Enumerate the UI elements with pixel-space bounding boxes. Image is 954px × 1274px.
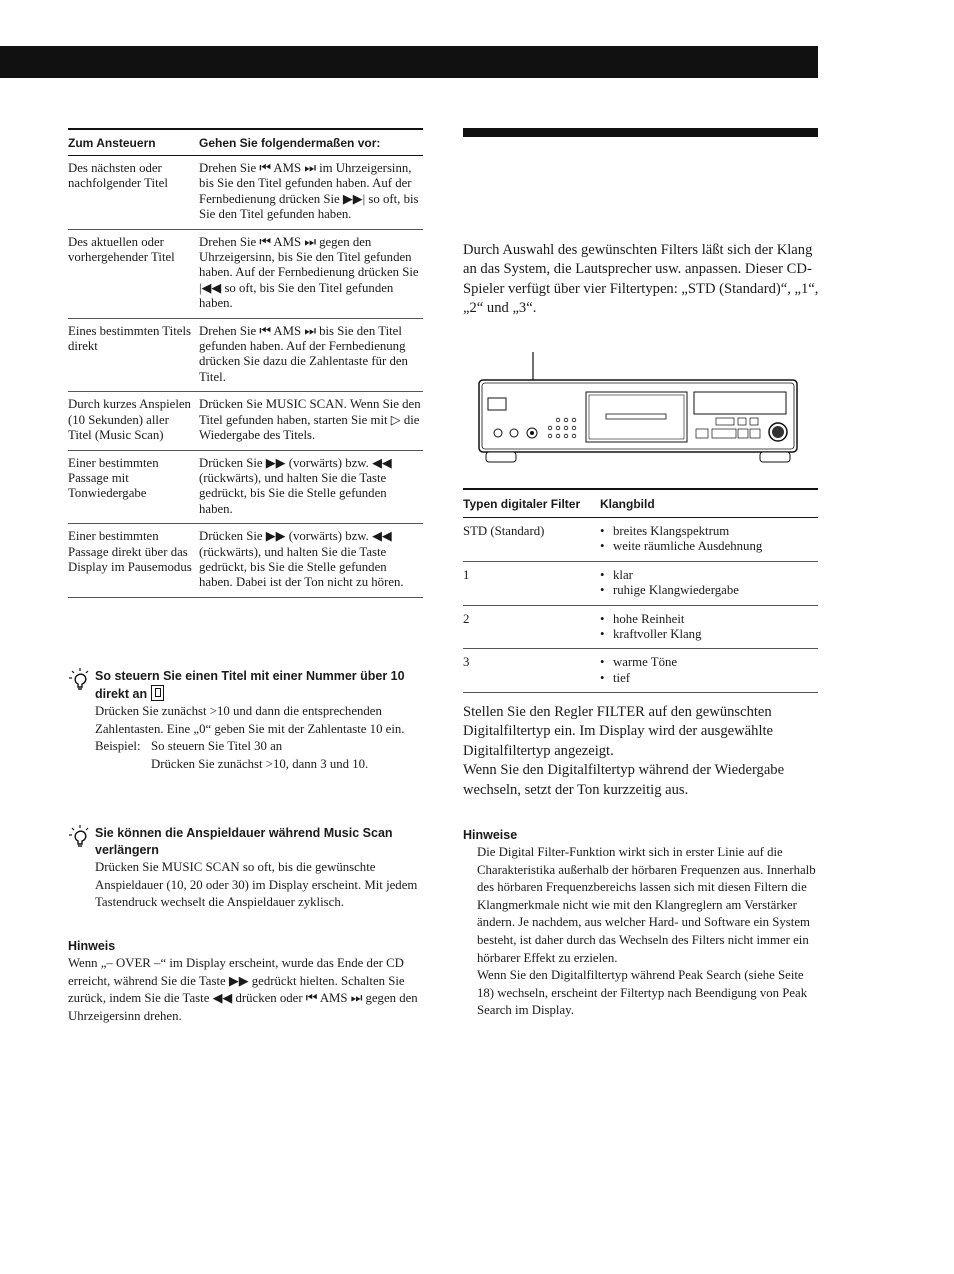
intro-paragraph: Durch Auswahl des gewünschten Filters läßt sich der Klang an das System, die Lautsprecher usw. anpassen. Dieser CD-Spieler verfügt über vier Filtertypen: „STD (Standard)“, „1“, „2“ und „3“.	[463, 242, 819, 317]
header-filter-type: Typen digitaler Filter	[463, 497, 581, 511]
table-row	[463, 518, 818, 562]
sound-bullet: • breites Klangspektrum	[600, 524, 818, 539]
table-row	[68, 524, 423, 598]
table-header	[68, 130, 423, 156]
header-bar	[0, 46, 818, 78]
table-header	[463, 488, 818, 518]
table-row	[463, 562, 818, 606]
table-row	[68, 230, 423, 319]
cd-player-illustration	[476, 352, 802, 472]
notes-paragraph: Wenn Sie den Digitalfiltertyp während Peak Search (siehe Seite 18) wechseln, erscheint der Filtertyp nach Beendigung von Peak Search im Display.	[477, 968, 808, 1018]
note-body: Wenn „– OVER –“ im Display erscheint, wurde das Ende der CD erreicht, während Sie die Taste ▶▶ gedrückt hielten. Schalten Sie zurück, indem Sie die Taste ◀◀ drücken oder ⏮ AMS ⏭ gegen den Uhrzeigersinn drehen.	[68, 956, 418, 1023]
header-target: Zum Ansteuern	[68, 136, 156, 150]
row-action: Drehen Sie ⏮ AMS ⏭ bis Sie den Titel gefunden haben. Auf der Fernbedienung drücken Sie dazu die Zahlentaste für den Titel.	[199, 323, 408, 384]
row-action: Drücken Sie ▶▶ (vorwärts) bzw. ◀◀ (rückwärts), und halten Sie die Taste gedrückt, bis Sie die Stelle gefunden haben.	[199, 455, 392, 516]
header-action: Gehen Sie folgendermaßen vor:	[199, 136, 381, 150]
tip-scan-duration	[68, 825, 423, 912]
digital-filter-table	[463, 488, 818, 693]
remote-control-icon	[151, 685, 164, 701]
table-row	[463, 649, 818, 693]
row-target: Eines bestimmten Titels direkt	[68, 323, 192, 354]
tip-title: So steuern Sie einen Titel mit einer Nummer über 10 direkt an	[95, 669, 405, 701]
note-title: Hinweis	[68, 939, 116, 953]
filter-type: STD (Standard)	[463, 524, 545, 538]
sound-bullet: • kraftvoller Klang	[600, 627, 818, 642]
tip-example	[95, 738, 423, 756]
note-left	[68, 938, 423, 1025]
section-rule	[463, 128, 818, 137]
row-target: Einer bestimmten Passage mit Tonwiedergabe	[68, 455, 159, 501]
row-action: Drücken Sie ▶▶ (vorwärts) bzw. ◀◀ (rückwärts), und halten Sie die Taste gedrückt, bis Sie die Stelle gefunden haben. Dabei ist der Ton nicht zu hören.	[199, 529, 404, 590]
tip-direct-track	[68, 668, 423, 773]
notes-right	[463, 827, 823, 1020]
filter-type: 3	[463, 655, 470, 670]
example-line1: So steuern Sie Titel 30 an	[151, 739, 283, 754]
table-row	[68, 156, 423, 230]
sound-bullet: • warme Töne	[600, 655, 818, 670]
row-action: Drehen Sie ⏮ AMS ⏭ im Uhrzeigersinn, bis Sie den Titel gefunden haben. Auf der Fernbedienung drücken Sie ▶▶| so oft, bis Sie den Titel gefunden haben.	[199, 161, 419, 222]
tip-body: Drücken Sie zunächst >10 und dann die entsprechenden Zahlentasten. Eine „0“ geben Sie mit der Zahlentaste 10 ein.	[95, 704, 405, 736]
filter-type: 2	[463, 611, 470, 626]
row-target: Des nächsten oder nachfolgender Titel	[68, 161, 168, 191]
row-target: Des aktuellen oder vorhergehender Titel	[68, 234, 175, 265]
example-label: Beispiel:	[95, 739, 141, 754]
table-row	[68, 451, 423, 525]
instruction-paragraph: Wenn Sie den Digitalfiltertyp während der Wiedergabe wechseln, setzt der Ton kurzzeitig aus.	[463, 762, 785, 798]
sound-bullet: • klar	[600, 568, 818, 583]
lightbulb-icon	[68, 668, 92, 692]
notes-paragraph: Die Digital Filter-Funktion wirkt sich in erster Linie auf die Charakteristika außerhalb der hörbaren Frequenzen aus. Innerhalb des hörbaren Frequenzbereichs lassen sich mit diesen Filtern die Klangmerkmale nicht wie mit den Klangreglern am Verstärker ändern. Je nachdem, aus welcher Hard- und Software ein System besteht, ist daher durch das Wechseln des Filters nicht immer ein hörbarer Effekt zu erzielen.	[477, 845, 816, 965]
tip-title: Sie können die Anspieldauer während Music Scan verlängern	[95, 826, 393, 857]
filter-instructions	[463, 703, 823, 800]
sound-bullet: • tief	[600, 671, 818, 686]
header-sound: Klangbild	[600, 497, 655, 511]
tip-body: Drücken Sie MUSIC SCAN so oft, bis die gewünschte Anspieldauer (10, 20 oder 30) im Display erscheint. Mit jedem Tastendruck wechselt die Anspieldauer zyklisch.	[95, 860, 418, 910]
table-row	[463, 606, 818, 650]
row-action: Drücken Sie MUSIC SCAN. Wenn Sie den Titel gefunden haben, starten Sie mit ▷ die Wiedergabe des Titels.	[199, 397, 421, 443]
sound-bullet: • ruhige Klangwiedergabe	[600, 583, 818, 598]
filter-type: 1	[463, 567, 470, 582]
table-row	[68, 392, 423, 450]
instruction-paragraph: Stellen Sie den Regler FILTER auf den gewünschten Digitalfiltertyp ein. Im Display wird der ausgewählte Digitalfiltertyp angezeigt.	[463, 704, 774, 759]
row-target: Durch kurzes Anspielen (10 Sekunden) aller Titel (Music Scan)	[68, 397, 191, 443]
track-navigation-table	[68, 128, 423, 598]
lightbulb-icon	[68, 825, 92, 849]
table-row	[68, 319, 423, 393]
sound-bullet: • weite räumliche Ausdehnung	[600, 539, 818, 554]
example-line2: Drücken Sie zunächst >10, dann 3 und 10.	[151, 756, 369, 771]
row-action: Drehen Sie ⏮ AMS ⏭ gegen den Uhrzeigersinn, bis Sie den Titel gefunden haben. Auf der Fernbedienung drücken Sie |◀◀ so oft, bis Sie den Titel gefunden haben.	[199, 234, 419, 311]
sound-bullet: • hohe Reinheit	[600, 612, 818, 627]
row-target: Einer bestimmten Passage direkt über das Display im Pausemodus	[68, 529, 192, 574]
notes-title: Hinweise	[463, 828, 518, 842]
